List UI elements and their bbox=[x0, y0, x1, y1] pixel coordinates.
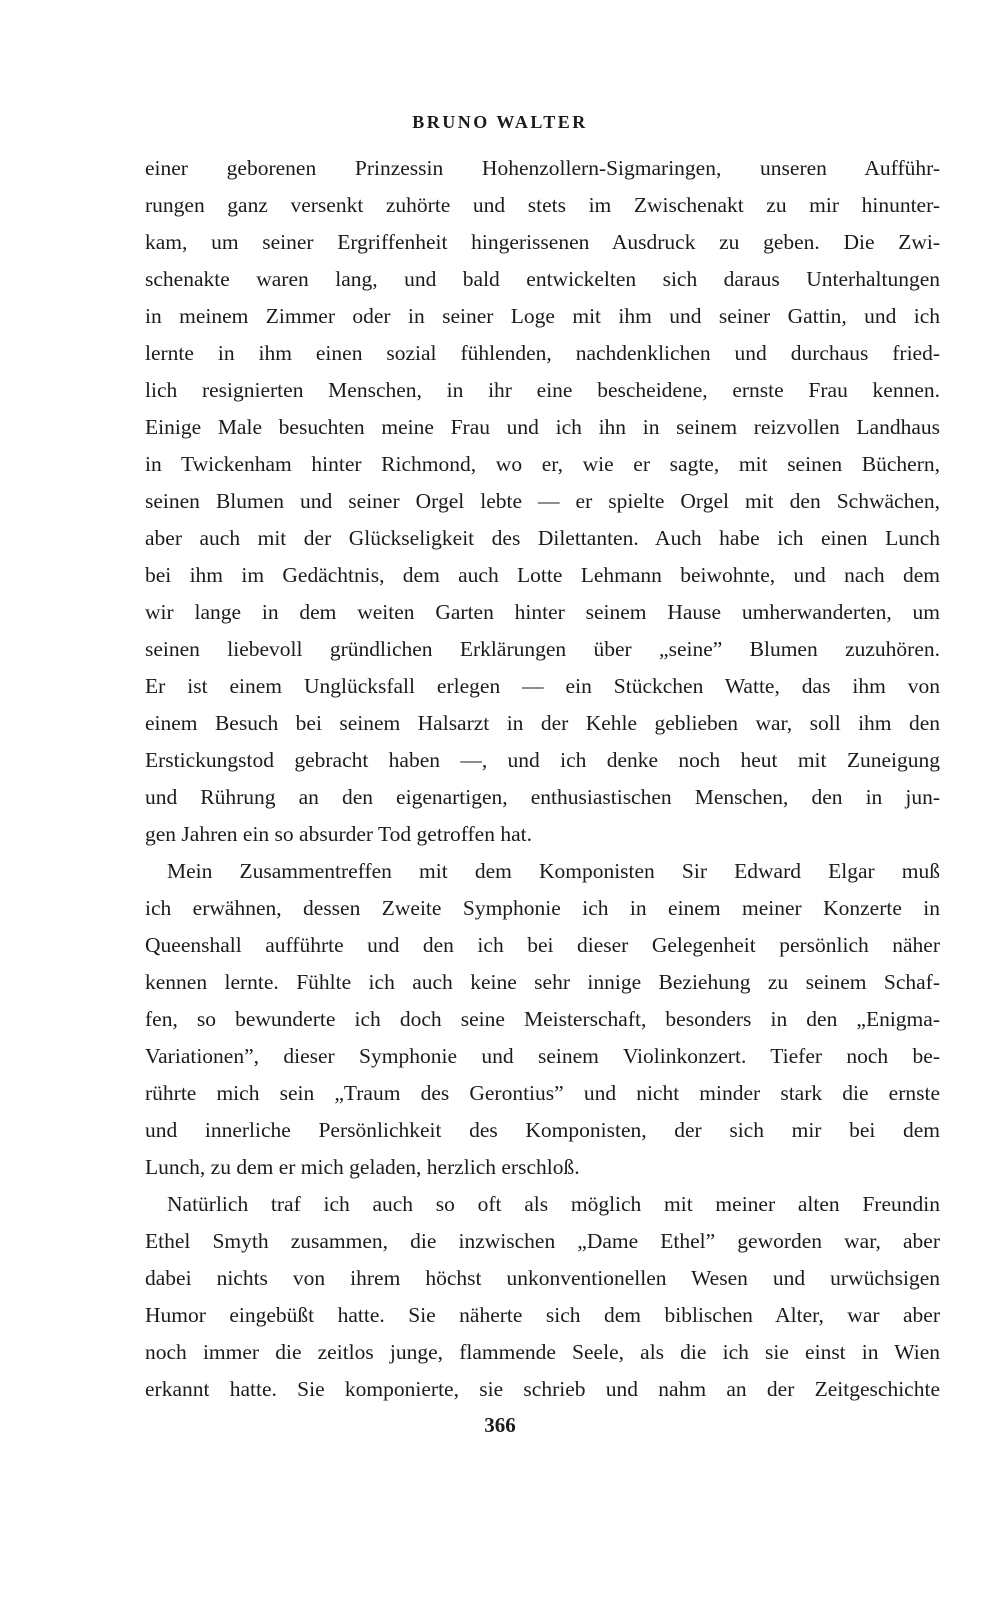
text-line: seinen liebevoll gründlichen Erklärungen über „seine” Blumen zuzuhören. bbox=[145, 637, 940, 661]
text-line: Lunch, zu dem er mich geladen, herzlich erschloß. bbox=[145, 1155, 580, 1179]
text-line: bei ihm im Gedächtnis, dem auch Lotte Lehmann beiwohnte, und nach dem bbox=[145, 563, 940, 587]
text-line: Erstickungstod gebracht haben —, und ich denke noch heut mit Zuneigung bbox=[145, 748, 940, 772]
text-line: kennen lernte. Fühlte ich auch keine sehr innige Beziehung zu seinem Schaf- bbox=[145, 970, 940, 994]
text-line: und innerliche Persönlichkeit des Komponisten, der sich mir bei dem bbox=[145, 1118, 940, 1142]
text-line: kam, um seiner Ergriffenheit hingerissenen Ausdruck zu geben. Die Zwi- bbox=[145, 230, 940, 254]
text-line: dabei nichts von ihrem höchst unkonventionellen Wesen und urwüchsigen bbox=[145, 1266, 940, 1290]
text-line: ich erwähnen, dessen Zweite Symphonie ich in einem meiner Konzerte in bbox=[145, 896, 940, 920]
page-number: 366 bbox=[484, 1413, 516, 1437]
text-line: Natürlich traf ich auch so oft als möglich mit meiner alten Freundin bbox=[167, 1192, 940, 1216]
body-text bbox=[145, 150, 940, 1408]
text-line: Variationen”, dieser Symphonie und seinem Violinkonzert. Tiefer noch be- bbox=[145, 1044, 940, 1068]
text-line: wir lange in dem weiten Garten hinter seinem Hause umherwanderten, um bbox=[145, 600, 940, 624]
text-line: in meinem Zimmer oder in seiner Loge mit ihm und seiner Gattin, und ich bbox=[145, 304, 940, 328]
text-line: rührte mich sein „Traum des Gerontius” und nicht minder stark die ernste bbox=[145, 1081, 940, 1105]
text-line: Mein Zusammentreffen mit dem Komponisten Sir Edward Elgar muß bbox=[167, 859, 940, 883]
text-line: rungen ganz versenkt zuhörte und stets im Zwischenakt zu mir hinunter- bbox=[145, 193, 940, 217]
text-line: und Rührung an den eigenartigen, enthusiastischen Menschen, den in jun- bbox=[145, 785, 940, 809]
text-line: einer geborenen Prinzessin Hohenzollern-Sigmaringen, unseren Aufführ- bbox=[145, 156, 940, 180]
running-head: BRUNO WALTER bbox=[412, 112, 588, 132]
text-line: gen Jahren ein so absurder Tod getroffen hat. bbox=[145, 822, 532, 846]
text-line: Queenshall aufführte und den ich bei dieser Gelegenheit persönlich näher bbox=[145, 933, 940, 957]
text-line: noch immer die zeitlos junge, flammende Seele, als die ich sie einst in Wien bbox=[145, 1340, 940, 1364]
text-line: erkannt hatte. Sie komponierte, sie schrieb und nahm an der Zeitgeschichte bbox=[145, 1377, 940, 1401]
text-line: einem Besuch bei seinem Halsarzt in der Kehle geblieben war, soll ihm den bbox=[145, 711, 940, 735]
text-line: Humor eingebüßt hatte. Sie näherte sich dem biblischen Alter, war aber bbox=[145, 1303, 940, 1327]
text-line: schenakte waren lang, und bald entwickelten sich daraus Unterhaltungen bbox=[145, 267, 940, 291]
text-line: fen, so bewunderte ich doch seine Meisterschaft, besonders in den „Enigma- bbox=[145, 1007, 940, 1031]
text-line: seinen Blumen und seiner Orgel lebte — er spielte Orgel mit den Schwächen, bbox=[145, 489, 940, 513]
text-line: lernte in ihm einen sozial fühlenden, nachdenklichen und durchaus fried- bbox=[145, 341, 940, 365]
text-line: Einige Male besuchten meine Frau und ich ihn in seinem reizvollen Landhaus bbox=[145, 415, 940, 439]
text-line: Er ist einem Unglücksfall erlegen — ein Stückchen Watte, das ihm von bbox=[145, 674, 940, 698]
text-line: Ethel Smyth zusammen, die inzwischen „Dame Ethel” geworden war, aber bbox=[145, 1229, 940, 1253]
text-line: in Twickenham hinter Richmond, wo er, wie er sagte, mit seinen Büchern, bbox=[145, 452, 940, 476]
text-line: aber auch mit der Glückseligkeit des Dilettanten. Auch habe ich einen Lunch bbox=[145, 526, 940, 550]
text-line: lich resignierten Menschen, in ihr eine bescheidene, ernste Frau kennen. bbox=[145, 378, 940, 402]
